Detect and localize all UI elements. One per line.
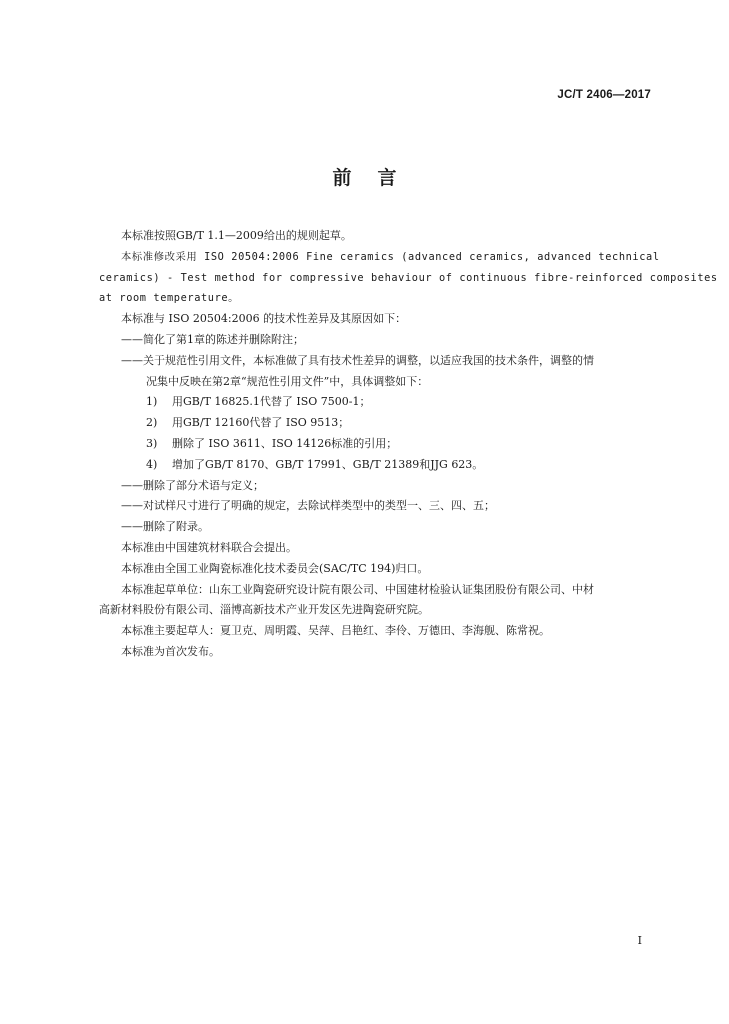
list-item xyxy=(99,413,654,434)
paragraph: 本标准起草单位：山东工业陶瓷研究设计院有限公司、中国建材检验认证集团股份有限公司、中材 xyxy=(121,582,594,596)
paragraph: 本标准与 ISO 20504:2006 的技术性差异及其原因如下： xyxy=(121,312,407,326)
paragraph: 本标准按照GB/T 1.1—2009给出的规则起草。 xyxy=(121,229,352,242)
document-body xyxy=(99,226,718,663)
paragraph-continuation: at room temperature。 xyxy=(99,292,240,305)
paragraph: 本标准修改采用 ISO 20504:2006 Fine ceramics (advanced ceramics, advanced technical xyxy=(121,250,660,263)
dash-item: ——简化了第1章的陈述并删除附注； xyxy=(121,332,304,346)
list-text: 用GB/T 16825.1代替了 ISO 7500-1； xyxy=(172,395,371,409)
list-number: 3) xyxy=(146,436,158,450)
page-number: I xyxy=(637,934,642,947)
paragraph-continuation: ceramics) - Test method for compressive behaviour of continuous fibre-reinforced composites xyxy=(99,271,718,284)
paragraph: 本标准由全国工业陶瓷标准化技术委员会(SAC/TC 194)归口。 xyxy=(121,561,429,575)
list-text: 删除了 ISO 3611、ISO 14126标准的引用； xyxy=(172,436,398,450)
list-item xyxy=(99,455,654,476)
dash-item: ——关于规范性引用文件，本标准做了具有技术性差异的调整，以适应我国的技术条件，调整的情 xyxy=(121,353,594,367)
page-title: 前言 xyxy=(332,167,423,189)
dash-item: ——删除了部分术语与定义； xyxy=(121,478,264,492)
list-text: 用GB/T 12160代替了 ISO 9513； xyxy=(172,416,350,430)
dash-item: ——对试样尺寸进行了明确的规定，去除试样类型中的类型一、三、四、五； xyxy=(121,499,495,513)
list-text: 增加了GB/T 8170、GB/T 17991、GB/T 21389和JJG 623。 xyxy=(172,457,484,471)
list-number: 1) xyxy=(146,395,158,409)
standard-code: JC/T 2406—2017 xyxy=(557,89,651,101)
dash-item: ——删除了附录。 xyxy=(121,520,209,534)
paragraph: 本标准主要起草人：夏卫克、周明霞、吴萍、吕艳红、李伶、万德田、李海舰、陈常祝。 xyxy=(121,624,550,638)
list-number: 2) xyxy=(146,416,158,430)
list-item xyxy=(99,434,654,455)
dash-item-continuation: 况集中反映在第2章“规范性引用文件”中，具体调整如下： xyxy=(146,374,429,388)
list-item xyxy=(99,392,654,413)
paragraph: 本标准由中国建筑材料联合会提出。 xyxy=(121,540,297,554)
paragraph: 本标准为首次发布。 xyxy=(121,644,220,658)
list-number: 4) xyxy=(146,457,158,471)
paragraph-continuation: 高新材料股份有限公司、淄博高新技术产业开发区先进陶瓷研究院。 xyxy=(99,603,429,617)
